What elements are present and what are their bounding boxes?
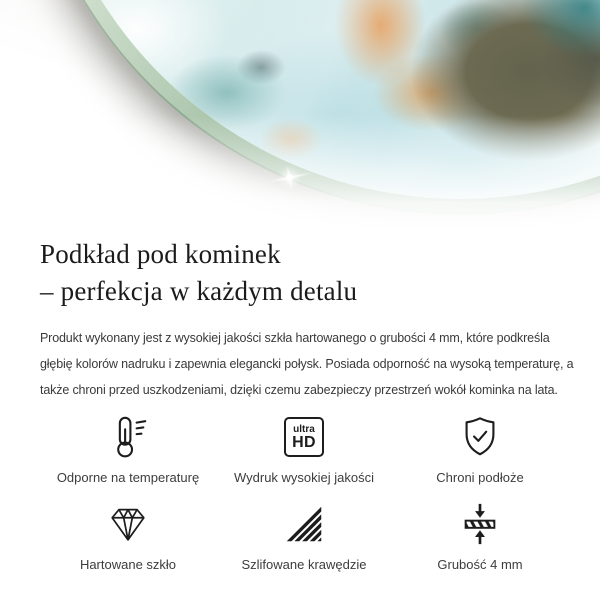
feature-polished-edges (216, 500, 392, 573)
page-title (40, 236, 567, 310)
content-section (0, 236, 600, 573)
feature-label: Hartowane szkło (79, 557, 177, 572)
feature-label: Szlifowane krawędzie (241, 557, 367, 572)
polished-edges-icon (281, 500, 327, 548)
ultra-hd-text-bottom: HD (292, 433, 316, 451)
feature-thickness (392, 500, 568, 573)
feature-label: Wydruk wysokiej jakości (233, 470, 375, 485)
thermometer-icon (105, 413, 151, 461)
ultra-hd-text-top: ultra (293, 423, 315, 435)
feature-label: Odporne na temperaturę (56, 470, 200, 485)
features-grid (40, 413, 567, 573)
feature-print-quality (216, 413, 392, 486)
page-title-line2: – perfekcja w każdym detalu (40, 276, 358, 306)
feature-label: Grubość 4 mm (437, 557, 523, 572)
page-title-line1: Podkład pod kominek (40, 239, 281, 269)
diamond-icon (105, 500, 151, 548)
ultra-hd-icon (284, 413, 324, 461)
product-description: Produkt wykonany jest z wysokiej jakości szkła hartowanego o grubości 4 mm, które podkreśla głębię kolorów nadruku i zapewnia elegancki połysk. Posiada odporność na wysoką temperaturę, a także chroni przed uszkodzeniami, dzięki czemu zabezpieczy przestrzeń wokół kominka na lata. (40, 331, 574, 397)
feature-protects-floor (392, 413, 568, 486)
shield-check-icon (457, 413, 503, 461)
feature-tempered-glass (40, 500, 216, 573)
thickness-4mm-icon (457, 500, 503, 548)
product-hero-image (0, 0, 600, 230)
feature-temperature (40, 413, 216, 486)
feature-label: Chroni podłoże (436, 470, 524, 485)
